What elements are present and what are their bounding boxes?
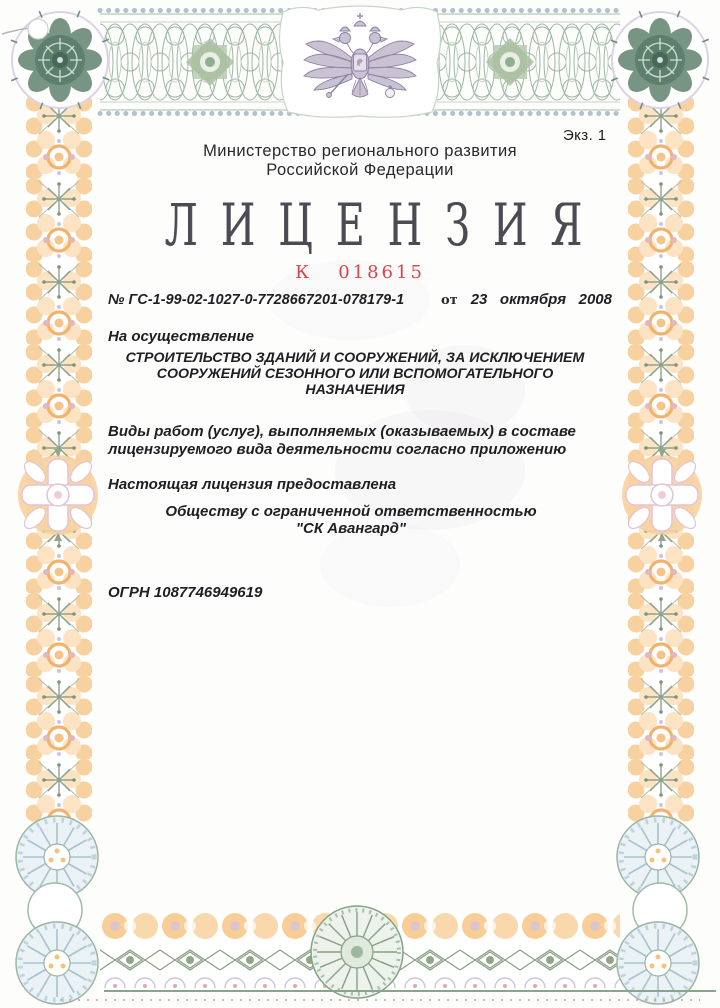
- side-medallion-left: [18, 449, 98, 541]
- document-title: ЛИЦЕНЗИЯ: [164, 191, 606, 259]
- ministry-line-1: Министерство регионального развития: [203, 142, 517, 160]
- copy-number-label: Экз. 1: [563, 127, 607, 144]
- corner-rosette-top-left: [11, 11, 109, 109]
- bottom-corner-chain-left: [16, 816, 98, 1004]
- license-number-row: [108, 291, 612, 308]
- license-number: № ГС-1-99-02-1027-0-7728667201-078179-1: [108, 292, 405, 308]
- works-line-2: лицензируемого вида деятельности согласно приложению: [108, 440, 567, 458]
- works-clause: [108, 423, 588, 458]
- band-star-ornament-right: [486, 38, 534, 86]
- activity-line-1: СТРОИТЕЛЬСТВО ЗДАНИЙ И СООРУЖЕНИЙ, ЗА ИСКЛЮЧЕНИЕМ: [125, 350, 585, 366]
- serial-number: К 018615: [295, 262, 425, 283]
- date-prefix: от: [440, 293, 458, 308]
- grantee-name: [108, 504, 594, 537]
- ministry-line-2: Российской Федерации: [266, 161, 454, 179]
- purpose-label: На осуществление: [108, 328, 254, 345]
- granted-label: Настоящая лицензия предоставлена: [108, 476, 397, 493]
- corner-rosette-top-right: [611, 11, 709, 109]
- ogrn-number: ОГРН 1087746949619: [108, 584, 263, 601]
- bottom-rules: [60, 991, 716, 1000]
- works-line-1: Виды работ (услуг), выполняемых (оказываемых) в составе: [108, 423, 576, 440]
- licensed-activity: [112, 350, 598, 399]
- bottom-corner-chain-right: [617, 816, 699, 1004]
- issue-date-group: [441, 291, 612, 308]
- grantee-line-2: "СК Авангард": [295, 519, 407, 537]
- band-star-ornament-left: [186, 38, 234, 86]
- bottom-center-rosette: [311, 906, 403, 998]
- activity-line-2: СООРУЖЕНИЙ СЕЗОННОГО ИЛИ ВСПОМОГАТЕЛЬНОГО НАЗНАЧЕНИЯ: [156, 366, 554, 399]
- ministry-heading: [0, 142, 720, 180]
- issue-date: 23 октября 2008: [470, 291, 612, 308]
- grantee-line-1: Обществу с ограниченной ответственностью: [165, 503, 537, 520]
- side-medallion-right: [622, 449, 702, 541]
